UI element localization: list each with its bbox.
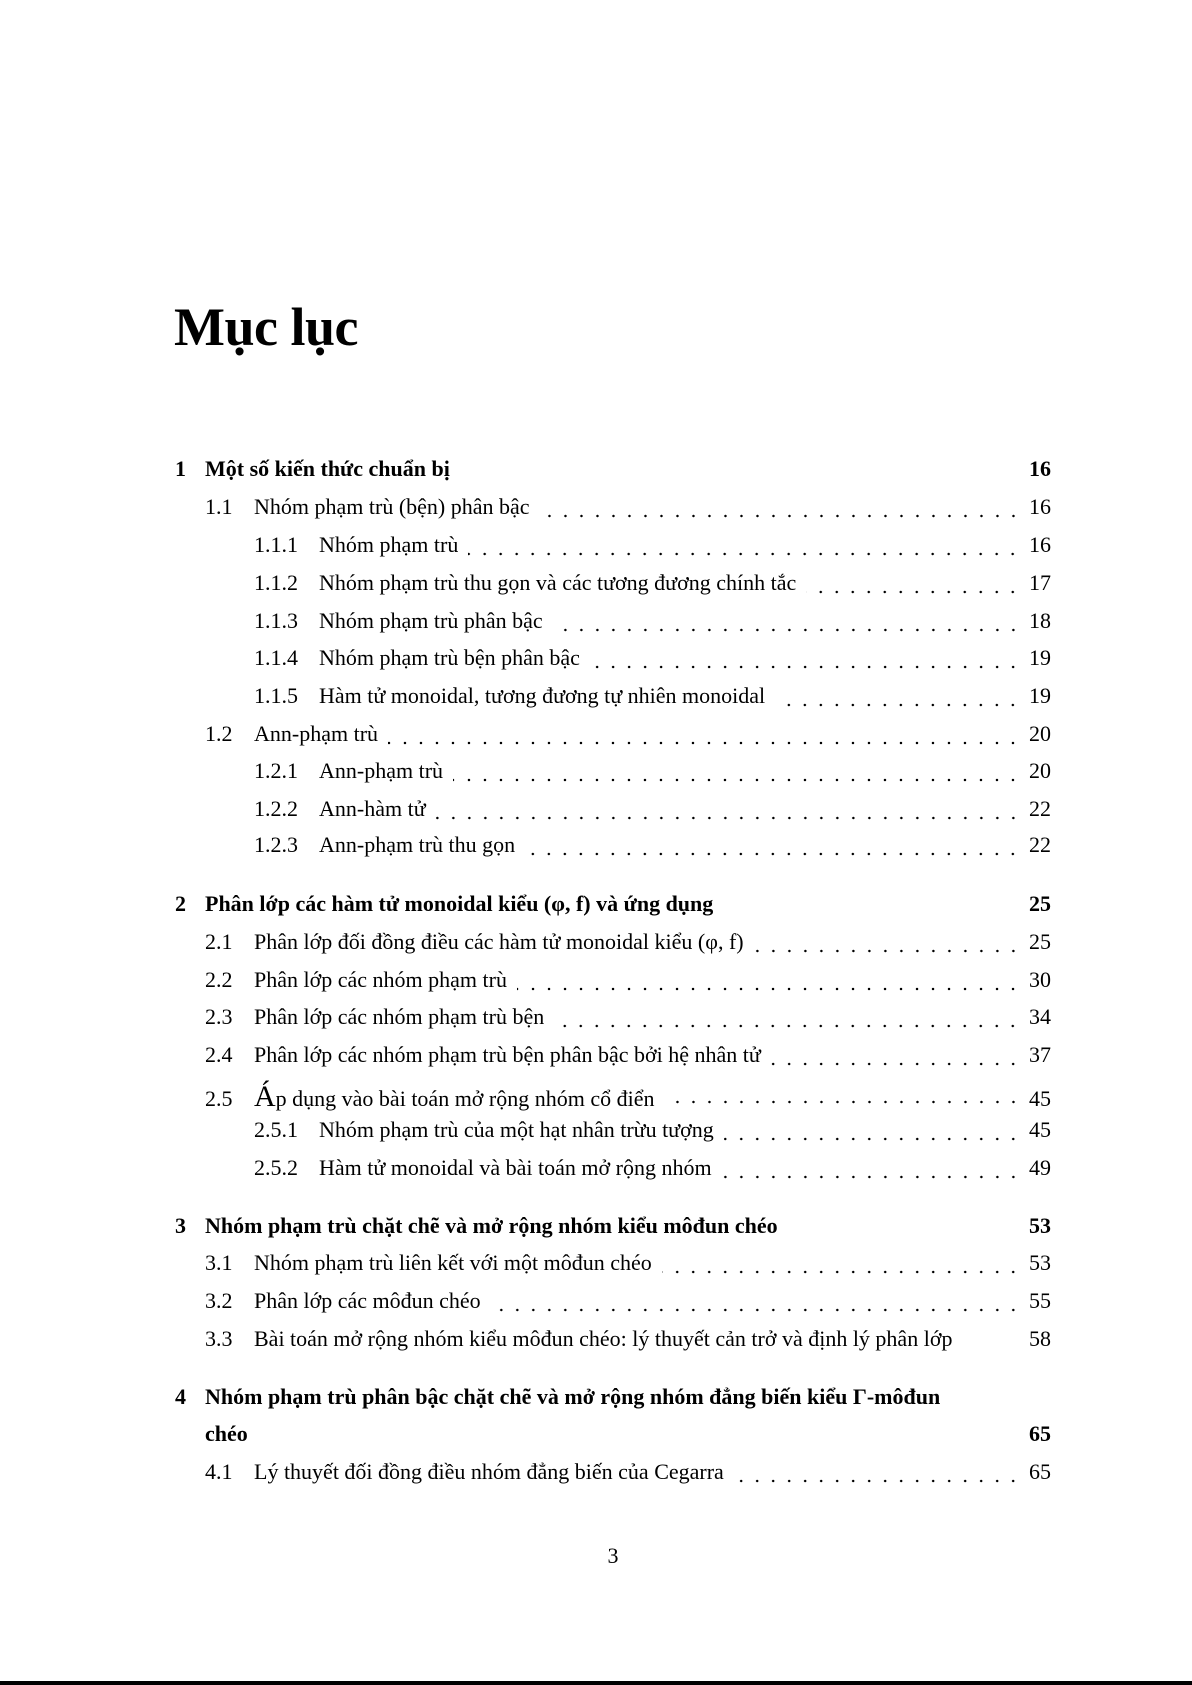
toc-entry-number: 1.1 bbox=[205, 494, 233, 519]
toc-entry[interactable] bbox=[175, 608, 1051, 638]
toc-entry-title[interactable] bbox=[254, 1326, 952, 1352]
toc-entry[interactable] bbox=[175, 1459, 1051, 1489]
toc-entry-title-text: Hàm tử monoidal, tương đương tự nhiên monoidal bbox=[319, 683, 766, 708]
toc-entry[interactable] bbox=[175, 1117, 1051, 1147]
dot-leader bbox=[771, 1061, 1021, 1067]
toc-entry-title[interactable] bbox=[319, 608, 543, 634]
toc-entry-page: 37 bbox=[1029, 1042, 1051, 1067]
toc-entry-title-text: Nhóm phạm trù liên kết với một môđun chéo bbox=[254, 1250, 652, 1275]
dot-leader bbox=[517, 986, 1021, 992]
toc-entry-number: 1.1.2 bbox=[254, 570, 298, 595]
toc-entry-page: 45 bbox=[1029, 1086, 1051, 1111]
toc-entry-title[interactable] bbox=[205, 456, 450, 482]
toc-entry-title-text: chéo bbox=[205, 1421, 248, 1446]
toc-entry-title[interactable] bbox=[319, 570, 796, 596]
toc-entry-page: 17 bbox=[1029, 570, 1051, 595]
toc-entry-title-text: Phân lớp các nhóm phạm trù bện bbox=[254, 1004, 545, 1029]
toc-entry-title-text: Phân lớp các hàm tử monoidal kiểu (φ, f) và ứng dụng bbox=[205, 891, 714, 916]
toc-entry-page: 19 bbox=[1029, 645, 1051, 670]
toc-entry-page: 58 bbox=[1029, 1326, 1051, 1351]
toc-entry-title-text: Phân lớp các môđun chéo bbox=[254, 1288, 481, 1313]
toc-entry-title[interactable] bbox=[254, 494, 530, 520]
toc-entry[interactable] bbox=[175, 721, 1051, 751]
dot-leader bbox=[754, 948, 1021, 954]
toc-entry-title[interactable] bbox=[205, 1384, 940, 1410]
toc-entry[interactable] bbox=[175, 832, 1051, 862]
toc-entry-number: 1.1.4 bbox=[254, 645, 298, 670]
toc-entry-number: 1.2.1 bbox=[254, 758, 298, 783]
dot-leader bbox=[525, 851, 1021, 857]
toc-entry[interactable] bbox=[175, 891, 1051, 921]
toc-entry-title[interactable] bbox=[254, 1004, 544, 1030]
toc-entry-page: 20 bbox=[1029, 721, 1051, 746]
toc-entry[interactable] bbox=[175, 1080, 1051, 1113]
toc-entry-title[interactable] bbox=[205, 1421, 248, 1447]
toc-entry-page: 16 bbox=[1029, 494, 1051, 519]
toc-entry[interactable] bbox=[175, 1155, 1051, 1185]
dot-leader bbox=[554, 1023, 1021, 1029]
toc-entry-title[interactable] bbox=[254, 1459, 724, 1485]
toc-entry-page: 34 bbox=[1029, 1004, 1051, 1029]
toc-entry[interactable] bbox=[175, 929, 1051, 959]
dot-leader bbox=[724, 1136, 1021, 1142]
dot-leader bbox=[665, 1099, 1021, 1105]
toc-entry-number: 1.2.3 bbox=[254, 832, 298, 857]
toc-entry-title[interactable] bbox=[319, 683, 765, 709]
dot-leader bbox=[662, 1269, 1021, 1275]
toc-entry-title[interactable] bbox=[319, 532, 458, 558]
toc-entry[interactable] bbox=[175, 570, 1051, 600]
toc-entry-number: 2.3 bbox=[205, 1004, 233, 1029]
toc-entry-number: 1 bbox=[175, 456, 186, 481]
toc-entry-title-text: Bài toán mở rộng nhóm kiểu môđun chéo: lý thuyết cản trở và định lý phân lớp bbox=[254, 1326, 953, 1351]
toc-entry-page: 25 bbox=[1029, 929, 1051, 954]
toc-entry-number: 3.2 bbox=[205, 1288, 233, 1313]
toc-entry[interactable] bbox=[175, 1288, 1051, 1318]
toc-entry[interactable] bbox=[175, 1421, 1051, 1451]
toc-entry-title[interactable] bbox=[319, 832, 515, 858]
toc-entry-number: 1.1.3 bbox=[254, 608, 298, 633]
toc-entry-title[interactable] bbox=[254, 1250, 652, 1276]
toc-entry-number: 2.4 bbox=[205, 1042, 233, 1067]
toc-entry-number: 3.1 bbox=[205, 1250, 233, 1275]
toc-entry-page: 65 bbox=[1029, 1421, 1051, 1446]
toc-entry[interactable] bbox=[175, 1213, 1051, 1243]
toc-entry-title[interactable] bbox=[319, 645, 580, 671]
dot-leader bbox=[553, 627, 1021, 633]
toc-entry-title-text: Lý thuyết đối đồng điều nhóm đẳng biến của Cegarra bbox=[254, 1459, 724, 1484]
toc-entry-number: 1.1.5 bbox=[254, 683, 298, 708]
dot-leader bbox=[468, 551, 1021, 557]
dot-leader bbox=[806, 589, 1021, 595]
toc-entry-page: 65 bbox=[1029, 1459, 1051, 1484]
toc-entry-title-text: Nhóm phạm trù chặt chẽ và mở rộng nhóm kiểu môđun chéo bbox=[205, 1213, 778, 1238]
toc-entry[interactable] bbox=[175, 796, 1051, 826]
dot-leader bbox=[722, 1174, 1021, 1180]
toc-entry[interactable] bbox=[175, 645, 1051, 675]
toc-entry-page: 20 bbox=[1029, 758, 1051, 783]
toc-entry-page: 22 bbox=[1029, 796, 1051, 821]
dot-leader bbox=[436, 815, 1021, 821]
toc-entry-title[interactable] bbox=[319, 796, 426, 822]
toc-entry-title-text: Nhóm phạm trù (bện) phân bậc bbox=[254, 494, 530, 519]
toc-entry-page: 30 bbox=[1029, 967, 1051, 992]
toc-entry[interactable] bbox=[175, 1384, 1051, 1414]
toc-entry-title-text: Nhóm phạm trù phân bậc chặt chẽ và mở rộng nhóm đẳng biến kiểu Γ-môđun bbox=[205, 1384, 941, 1409]
toc-entry-title[interactable] bbox=[319, 1117, 714, 1143]
toc-entry-page: 16 bbox=[1029, 456, 1051, 481]
dot-leader bbox=[453, 777, 1021, 783]
toc-entry-title-initial: Á bbox=[254, 1080, 276, 1113]
toc-entry-title-text: Nhóm phạm trù phân bậc bbox=[319, 608, 543, 633]
toc-entry[interactable] bbox=[175, 683, 1051, 713]
toc-entry-number: 3 bbox=[175, 1213, 186, 1238]
toc-entry[interactable] bbox=[175, 1004, 1051, 1034]
toc-entry-title-text: Một số kiến thức chuẩn bị bbox=[205, 456, 450, 481]
toc-entry-number: 2.1 bbox=[205, 929, 233, 954]
toc-entry-page: 16 bbox=[1029, 532, 1051, 557]
toc-entry-title[interactable] bbox=[319, 1155, 712, 1181]
toc-entry-title-text: Ann-phạm trù bbox=[254, 721, 379, 746]
toc-entry-title[interactable] bbox=[319, 758, 443, 784]
dot-leader bbox=[491, 1307, 1021, 1313]
toc-entry-number: 1.1.1 bbox=[254, 532, 298, 557]
toc-entry[interactable] bbox=[175, 1042, 1051, 1072]
page-number: 3 bbox=[607, 1543, 619, 1568]
toc-entry-number: 4.1 bbox=[205, 1459, 233, 1484]
toc-entry-number: 4 bbox=[175, 1384, 186, 1409]
toc-entry[interactable] bbox=[175, 967, 1051, 997]
toc-entry-page: 18 bbox=[1029, 608, 1051, 633]
toc-entry[interactable] bbox=[175, 1326, 1051, 1356]
dot-leader bbox=[734, 1478, 1021, 1484]
toc-entry-title[interactable] bbox=[205, 891, 713, 917]
toc-entry-title[interactable] bbox=[205, 1213, 778, 1239]
toc-entry-page: 49 bbox=[1029, 1155, 1051, 1180]
toc-entry-title-text: Ann-phạm trù thu gọn bbox=[319, 832, 516, 857]
dot-leader bbox=[388, 740, 1021, 746]
toc-entry-number: 2.5.1 bbox=[254, 1117, 298, 1142]
toc-entry-page: 55 bbox=[1029, 1288, 1051, 1313]
toc-entry-title[interactable] bbox=[254, 1042, 761, 1068]
toc-entry-title-text: Ann-phạm trù bbox=[319, 758, 444, 783]
toc-entry-title-text: Phân lớp đối đồng điều các hàm tử monoidal kiểu (φ, f) bbox=[254, 929, 744, 954]
toc-entry-number: 1.2.2 bbox=[254, 796, 298, 821]
dot-leader bbox=[775, 702, 1021, 708]
bottom-rule bbox=[0, 1681, 1192, 1685]
toc-entry-page: 19 bbox=[1029, 683, 1051, 708]
toc-entry-title-text: Ann-hàm tử bbox=[319, 796, 426, 821]
toc-entry-title-text: p dụng vào bài toán mở rộng nhóm cổ điển bbox=[275, 1086, 655, 1111]
toc-entry-page: 53 bbox=[1029, 1213, 1051, 1238]
toc-entry-number: 2.2 bbox=[205, 967, 233, 992]
toc-entry-number: 3.3 bbox=[205, 1326, 233, 1351]
toc-entry[interactable] bbox=[175, 758, 1051, 788]
toc-entry-title[interactable] bbox=[254, 929, 744, 955]
toc-entry[interactable] bbox=[175, 532, 1051, 562]
toc-entry-page: 22 bbox=[1029, 832, 1051, 857]
toc-entry-title-text: Nhóm phạm trù thu gọn và các tương đương chính tắc bbox=[319, 570, 797, 595]
toc-entry-title-text: Nhóm phạm trù của một hạt nhân trừu tượng bbox=[319, 1117, 714, 1142]
dot-leader bbox=[540, 513, 1021, 519]
toc-entry-number: 2 bbox=[175, 891, 186, 916]
dot-leader bbox=[590, 664, 1021, 670]
page-title: Mục lục bbox=[174, 297, 358, 357]
toc-entry-title[interactable] bbox=[254, 1080, 655, 1114]
toc-entry-title-text: Nhóm phạm trù bện phân bậc bbox=[319, 645, 580, 670]
toc-entry-page: 45 bbox=[1029, 1117, 1051, 1142]
toc-entry[interactable] bbox=[175, 494, 1051, 524]
toc-entry-title-text: Nhóm phạm trù bbox=[319, 532, 459, 557]
toc-entry-title[interactable] bbox=[254, 1288, 481, 1314]
toc-entry-number: 2.5.2 bbox=[254, 1155, 298, 1180]
toc-entry-number: 1.2 bbox=[205, 721, 233, 746]
toc-entry-number: 2.5 bbox=[205, 1086, 233, 1111]
toc-entry-title[interactable] bbox=[254, 721, 378, 747]
toc-entry-title-text: Phân lớp các nhóm phạm trù bện phân bậc bởi hệ nhân tử bbox=[254, 1042, 761, 1067]
toc-entry-title[interactable] bbox=[254, 967, 507, 993]
toc-entry[interactable] bbox=[175, 456, 1051, 486]
toc-entry-page: 25 bbox=[1029, 891, 1051, 916]
toc-entry-title-text: Phân lớp các nhóm phạm trù bbox=[254, 967, 507, 992]
toc-entry-title-text: Hàm tử monoidal và bài toán mở rộng nhóm bbox=[319, 1155, 712, 1180]
toc-entry-page: 53 bbox=[1029, 1250, 1051, 1275]
toc-entry[interactable] bbox=[175, 1250, 1051, 1280]
